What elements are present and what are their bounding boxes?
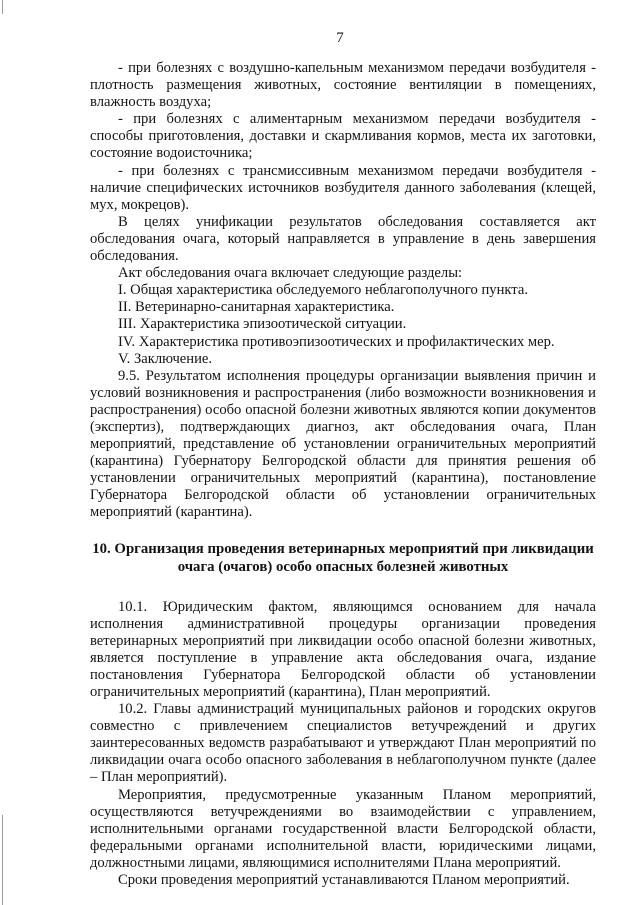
- scan-edge-mark-top: [2, 0, 3, 14]
- paragraph-act-sections-intro: Акт обследования очага включает следующие разделы:: [118, 265, 463, 282]
- document-body: [90, 60, 596, 889]
- act-section-5: V. Заключение.: [118, 350, 213, 367]
- scan-edge-mark-bottom: [2, 815, 3, 905]
- paragraph-9-5: 9.5. Результатом исполнения процедуры организации выявления причин и условий возникновения и распространения (либо возможности возникновения и распространения) особо опасной болезни животных являются копии документов (экспертиз), подтверждающих диагноз, акт обследования очага, План мероприятий, представление об установлении ограничительных мероприятий (карантина) Губернатору Белгородской области для принятия решения об установлении ограничительных мероприятий (карантина), постановление Губернатора Белгородской области об установлении ограничительных мероприятий (карантина).: [90, 367, 596, 521]
- spacer: [90, 577, 596, 599]
- section-10-heading: [90, 540, 596, 577]
- act-section-1: I. Общая характеристика обследуемого неблагополучного пункта.: [118, 282, 528, 299]
- page-number: 7: [336, 30, 344, 46]
- paragraph-alimentary: - при болезнях с алиментарным механизмом передачи возбудителя - способы приготовления, доставки и скармливания кормов, места их заготовки, состояние водоисточника;: [90, 111, 596, 162]
- paragraph-airborne: - при болезнях с воздушно-капельным механизмом передачи возбудителя - плотность размещения животных, состояние вентиляции в помещениях, влажность воздуха;: [90, 60, 596, 111]
- paragraph-10-1: 10.1. Юридическим фактом, являющимся основанием для начала исполнения административной процедуры организации проведения ветеринарных мероприятий при ликвидации особо опасной болезни животных, является поступление в управление акта обследования очага, издание постановления Губернатора Белгородской области об установлении ограничительных мероприятий (карантина), План мероприятий.: [90, 598, 596, 700]
- act-section-2: II. Ветеринарно-санитарная характеристика.: [118, 299, 395, 316]
- paragraph-measures: Мероприятия, предусмотренные указанным Планом мероприятий, осуществляются ветучреждениями во взаимодействии с управлением, исполнительными органами государственной власти Белгородской области, федеральными органами исполнительной власти, юридическими лицами, должностными лицами, являющимися исполнителями Плана мероприятий.: [90, 786, 596, 871]
- act-section-3: III. Характеристика эпизоотической ситуации.: [118, 316, 407, 333]
- section-10-heading-line2: очага (очагов) особо опасных болезней животных: [177, 559, 509, 576]
- paragraph-10-2: 10.2. Главы администраций муниципальных районов и городских округов совместно с привлечением специалистов ветучреждений и других заинтересованных ведомств разрабатывают и утверждают План мероприятий по ликвидации очага особо опасного заболевания в неблагополучном пункте (далее – План мероприятий).: [90, 701, 596, 786]
- paragraph-survey-act: В целях унификации результатов обследования составляется акт обследования очага, который направляется в управление в день завершения обследования.: [90, 213, 596, 265]
- paragraph-transmissive: - при болезнях с трансмиссивным механизмом передачи возбудителя - наличие специфических источников возбудителя данного заболевания (клещей, мух, мокрецов).: [90, 162, 596, 213]
- paragraph-deadlines: Сроки проведения мероприятий устанавливаются Планом мероприятий.: [118, 872, 570, 889]
- section-10-heading-line1: 10. Организация проведения ветеринарных мероприятий при ликвидации: [92, 540, 594, 557]
- act-section-4: IV. Характеристика противоэпизоотических и профилактических мер.: [118, 333, 555, 350]
